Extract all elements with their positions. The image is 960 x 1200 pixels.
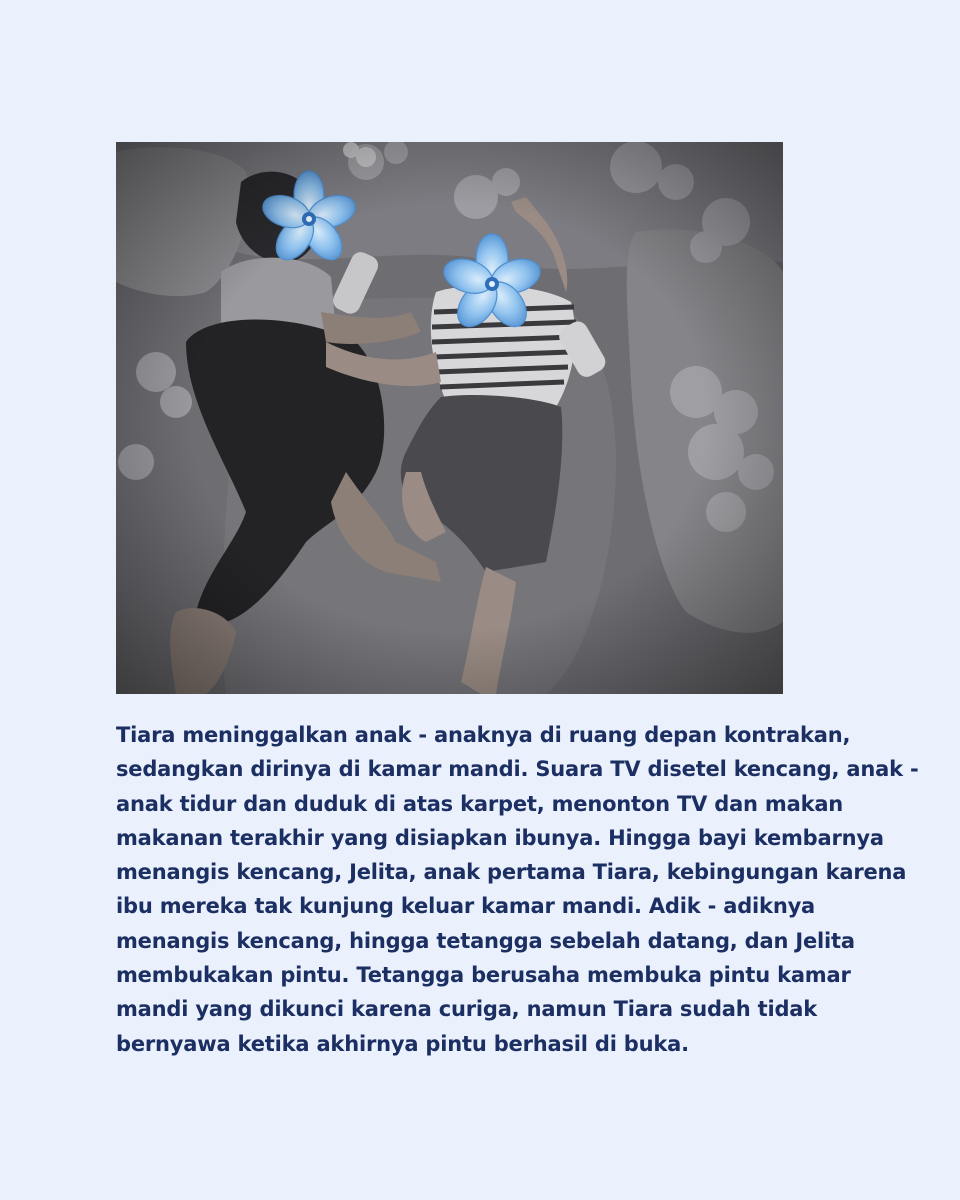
story-line: ibu mereka tak kunjung keluar kamar mandi. Adik - adiknya xyxy=(116,894,816,919)
story-line: anak tidur dan duduk di atas karpet, menonton TV dan makan xyxy=(116,791,844,816)
story-line: Tiara meninggalkan anak - anaknya di ruang depan kontrakan, xyxy=(116,723,851,747)
story-photo xyxy=(116,142,783,694)
story-line: membukakan pintu. Tetangga berusaha membuka pintu kamar xyxy=(116,963,851,988)
story-line: mandi yang dikunci karena curiga, namun Tiara sudah tidak xyxy=(116,997,818,1022)
story-line: bernyawa ketika akhirnya pintu berhasil di buka. xyxy=(116,1031,689,1056)
story-line: makanan terakhir yang disiapkan ibunya. Hingga bayi kembarnya xyxy=(116,825,884,850)
story-line: menangis kencang, Jelita, anak pertama Tiara, kebingungan karena xyxy=(116,860,907,885)
story-text xyxy=(116,718,919,1061)
story-line: menangis kencang, hingga tetangga sebelah datang, dan Jelita xyxy=(116,928,855,953)
story-line: sedangkan dirinya di kamar mandi. Suara TV disetel kencang, anak - xyxy=(116,757,919,782)
